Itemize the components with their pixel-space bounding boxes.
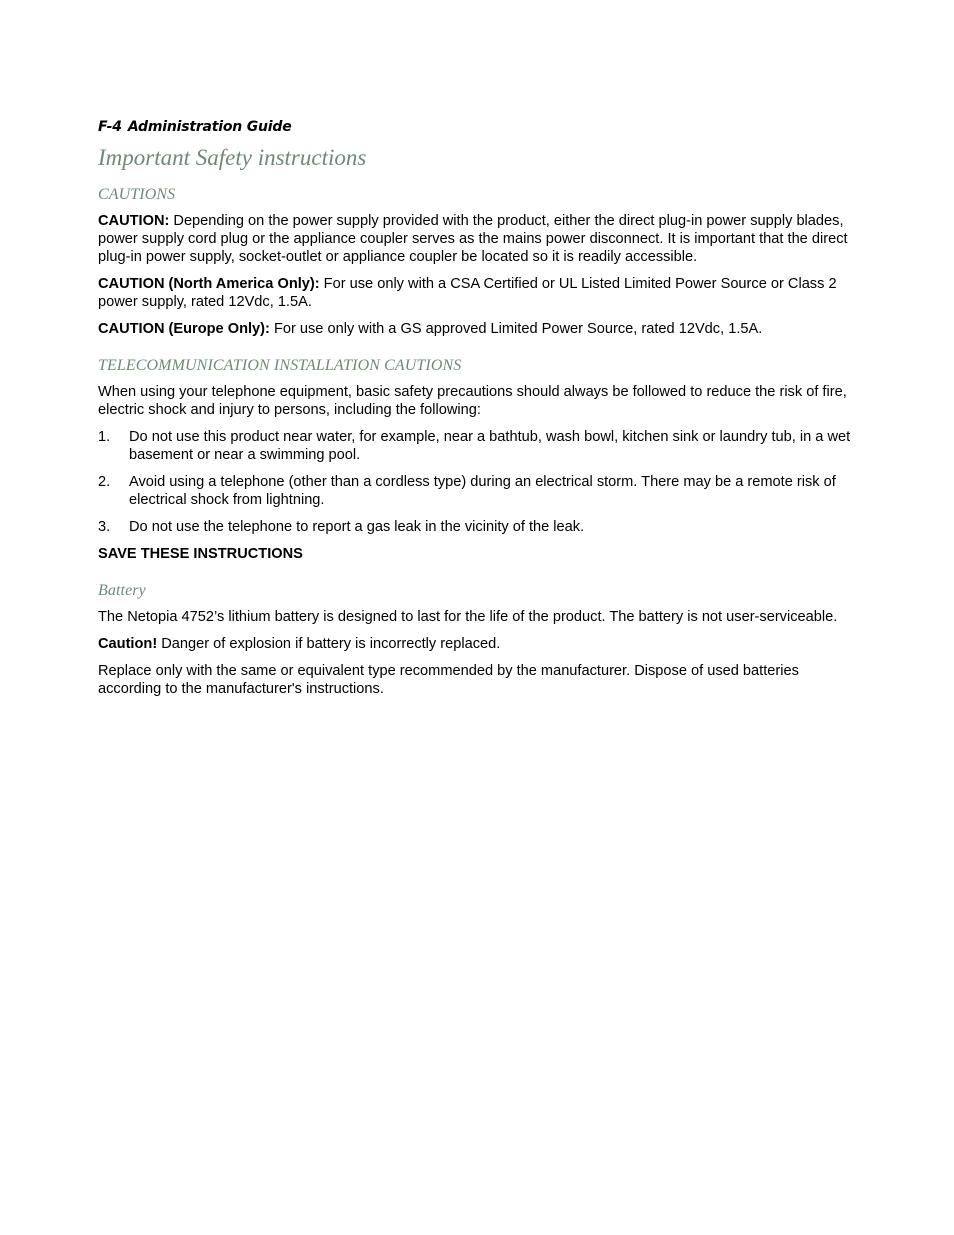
battery-caution-text: Danger of explosion if battery is incorrectly replaced. (157, 636, 501, 652)
list-number: 3. (98, 519, 111, 535)
caution-text: Depending on the power supply provided with the product, either the direct plug-in power supply blades, power supply cord plug or the appliance coupler serves as the mains power disconnect. It is important that the direct plug-in power supply, socket-outlet or appliance coupler be located so it is readily accessible. (98, 213, 848, 265)
running-head (98, 117, 854, 137)
list-text: Do not use the telephone to report a gas leak in the vicinity of the leak. (129, 519, 585, 535)
list-item (98, 428, 854, 464)
list-text: Do not use this product near water, for example, near a bathtub, wash bowl, kitchen sink or laundry tub, in a wet basement or near a swimming pool. (129, 429, 851, 463)
cautions-heading: CAUTIONS (98, 186, 176, 203)
list-item (98, 518, 854, 536)
caution-text: For use only with a CSA Certified or UL Listed Limited Power Source or Class 2 power supply, rated 12Vdc, 1.5A. (98, 276, 837, 310)
book-title: Administration Guide (127, 119, 292, 135)
battery-caution (98, 635, 854, 653)
safety-list (98, 428, 854, 536)
list-text: Avoid using a telephone (other than a cordless type) during an electrical storm. There may be a remote risk of electrical shock from lightning. (129, 474, 836, 508)
caution-paragraph-general (98, 212, 854, 266)
page-number: F-4 (98, 119, 122, 135)
battery-paragraph: The Netopia 4752’s lithium battery is designed to last for the life of the product. The battery is not user-serviceable. (98, 609, 838, 625)
battery-heading: Battery (98, 582, 146, 599)
page-title: Important Safety instructions (98, 145, 367, 170)
list-number: 1. (98, 429, 111, 445)
caution-label: CAUTION: (98, 213, 170, 229)
caution-paragraph-europe (98, 320, 854, 338)
caution-text: For use only with a GS approved Limited Power Source, rated 12Vdc, 1.5A. (269, 321, 763, 337)
caution-label: CAUTION (Europe Only): (98, 321, 270, 337)
battery-replace-paragraph: Replace only with the same or equivalent type recommended by the manufacturer. Dispose of used batteries according to the manufacturer's instructions. (98, 663, 799, 697)
save-instructions: SAVE THESE INSTRUCTIONS (98, 546, 303, 562)
list-number: 2. (98, 474, 111, 490)
telecom-heading: TELECOMMUNICATION INSTALLATION CAUTIONS (98, 357, 462, 374)
document-page (98, 117, 854, 707)
battery-caution-label: Caution! (98, 636, 158, 652)
caution-paragraph-north-america (98, 275, 854, 311)
telecom-intro: When using your telephone equipment, basic safety precautions should always be followed to reduce the risk of fire, electric shock and injury to persons, including the following: (98, 384, 847, 418)
list-item (98, 473, 854, 509)
caution-label: CAUTION (North America Only): (98, 276, 320, 292)
